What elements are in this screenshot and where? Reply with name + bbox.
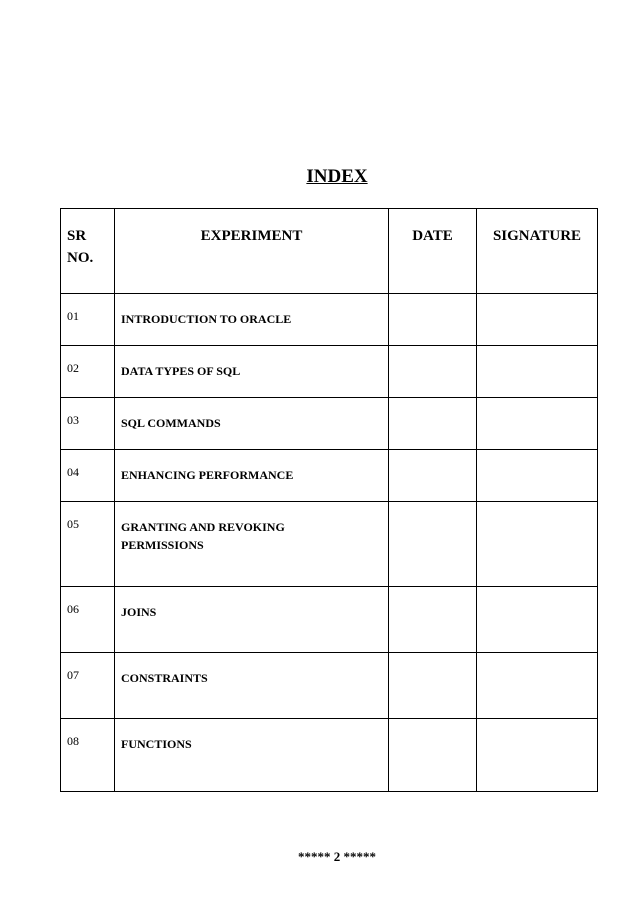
experiment-name: CONSTRAINTS [115, 653, 389, 719]
sr-number: 02 [61, 346, 115, 398]
table-row [61, 653, 598, 719]
header-date: DATE [389, 209, 477, 294]
sr-number: 05 [61, 502, 115, 587]
date-cell [389, 346, 477, 398]
experiment-name [115, 502, 389, 587]
signature-cell [477, 587, 598, 653]
experiment-name-line1: GRANTING AND REVOKING [121, 520, 285, 534]
table-header-row [61, 209, 598, 294]
page-title: INDEX [306, 166, 368, 187]
page-number-footer: ***** 2 ***** [298, 849, 376, 864]
index-table [60, 208, 598, 792]
header-experiment: EXPERIMENT [115, 209, 389, 294]
table-row [61, 450, 598, 502]
sr-number: 07 [61, 653, 115, 719]
signature-cell [477, 450, 598, 502]
table-row [61, 294, 598, 346]
date-cell [389, 450, 477, 502]
experiment-name: SQL COMMANDS [115, 398, 389, 450]
date-cell [389, 294, 477, 346]
date-cell [389, 653, 477, 719]
date-cell [389, 587, 477, 653]
header-sr-line2: NO. [67, 250, 94, 266]
sr-number: 03 [61, 398, 115, 450]
sr-number: 04 [61, 450, 115, 502]
header-sr-no [61, 209, 115, 294]
date-cell [389, 502, 477, 587]
signature-cell [477, 502, 598, 587]
header-signature: SIGNATURE [477, 209, 598, 294]
sr-number: 01 [61, 294, 115, 346]
table-row [61, 398, 598, 450]
signature-cell [477, 719, 598, 792]
signature-cell [477, 294, 598, 346]
table-row [61, 587, 598, 653]
table-row [61, 719, 598, 792]
table-row [61, 346, 598, 398]
signature-cell [477, 346, 598, 398]
sr-number: 08 [61, 719, 115, 792]
signature-cell [477, 398, 598, 450]
sr-number: 06 [61, 587, 115, 653]
date-cell [389, 398, 477, 450]
date-cell [389, 719, 477, 792]
experiment-name: INTRODUCTION TO ORACLE [115, 294, 389, 346]
experiment-name: ENHANCING PERFORMANCE [115, 450, 389, 502]
experiment-name: DATA TYPES OF SQL [115, 346, 389, 398]
signature-cell [477, 653, 598, 719]
header-sr-line1: SR [67, 228, 87, 244]
experiment-name-line2: PERMISSIONS [121, 538, 204, 552]
experiment-name: JOINS [115, 587, 389, 653]
experiment-name: FUNCTIONS [115, 719, 389, 792]
table-row [61, 502, 598, 587]
